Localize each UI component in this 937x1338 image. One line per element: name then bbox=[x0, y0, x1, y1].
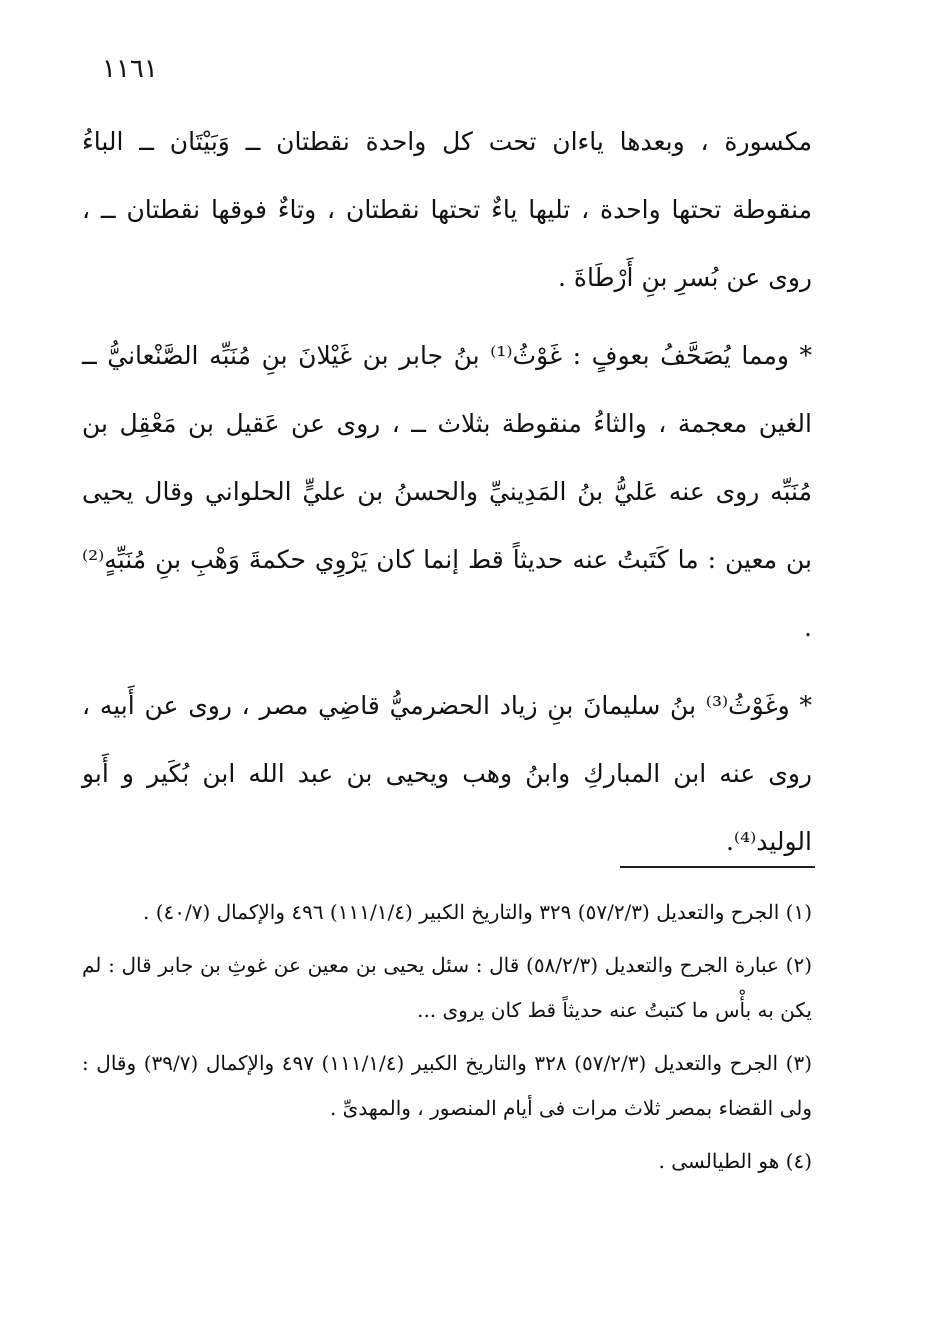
footnote-2: (٢) عبارة الجرح والتعديل (٥٨/٢/٣) قال : سئل يحيى بن معين عن غوثِ بن جابر قال : لم يكن به بأْس ما كتبتُ عنه حديثاً قط كان يروى ... bbox=[82, 953, 812, 1022]
footnote-separator bbox=[620, 866, 815, 868]
footnote-3: (٣) الجرح والتعديل (٥٧/٢/٣) ٣٢٨ والتاريخ الكبير (١١١/١/٤) ٤٩٧ والإكمال (٣٩/٧) وقال : ولى القضاء بمصر ثلاث مرات فى أيام المنصور ، والمهدىِّ . bbox=[82, 1051, 813, 1120]
paragraph-ghawth-ibn-sulayman: * وغَوْثُ⁽³⁾ بنُ سليمانَ بنِ زياد الحضرميُّ قاضِي مصر ، روى عن أَبيه ، روى عنه ابن المباركِ وابنُ وهب ويحيى بن عبد الله ابن بُكَير و أَبو الوليد⁽⁴⁾. bbox=[82, 691, 812, 856]
main-text bbox=[82, 108, 812, 876]
footnotes bbox=[82, 890, 812, 1192]
paragraph-ghawth-ibn-jabir: * ومما يُصَحَّفُ بعوفٍ : غَوْثُ⁽¹⁾ بنُ جابر بن غَيْلانَ بنِ مُنَبِّه الصَّنْعانيُّ ــ الغين معجمة ، والثاءُ منقوطة بثلاث ــ ، روى عن عَقيل بن مَعْقِل بن مُنَبِّه روى عنه عَليُّ بنُ المَدِينيِّ والحسنُ بن عليٍّ الحلواني وقال يحيى بن معين : ما كَتَبتُ عنه حديثاً قط إنما كان يَرْوِي حكمةَ وَهْبِ بنِ مُنَبِّهٍ⁽²⁾ . bbox=[82, 341, 812, 642]
page-number: ١١٦١ bbox=[102, 54, 158, 84]
paragraph-continuation: مكسورة ، وبعدها ياءان تحت كل واحدة نقطتان ــ وَبَيْتَان ــ الباءُ منقوطة تحتها واحدة ، تليها ياءٌ تحتها نقطتان ، وتاءٌ فوقها نقطتان ــ ، روى عن بُسرِ بنِ أَرْطَاةَ . bbox=[82, 127, 812, 292]
footnote-1: (١) الجرح والتعديل (٥٧/٢/٣) ٣٢٩ والتاريخ الكبير (١١١/١/٤) ٤٩٦ والإكمال (٤٠/٧) . bbox=[142, 900, 812, 924]
footnote-4: (٤) هو الطيالسى . bbox=[658, 1149, 812, 1173]
